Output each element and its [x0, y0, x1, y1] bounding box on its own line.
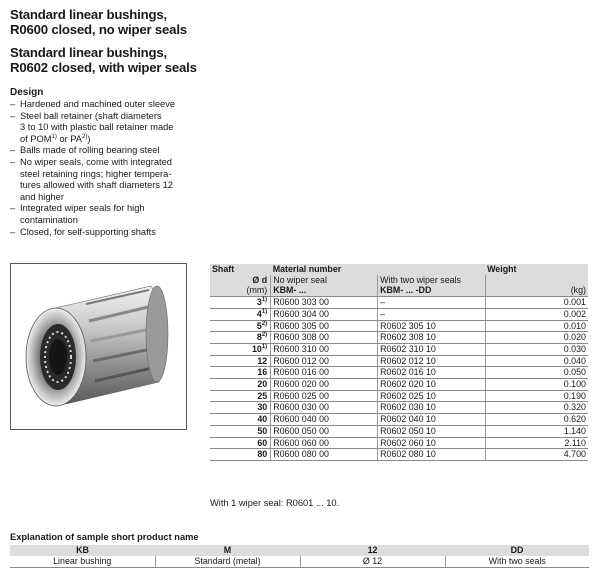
- material-two-wipers-cell: R0602 030 10: [378, 402, 485, 414]
- weight-cell: 0.100: [485, 379, 588, 391]
- shaft-diameter-cell: 12: [210, 355, 271, 367]
- design-title: Design: [10, 87, 44, 98]
- material-two-wipers-cell: R0602 040 10: [378, 414, 485, 426]
- weight-cell: 0.020: [485, 332, 588, 344]
- heading-r0602: [10, 46, 197, 75]
- explanation-meaning: Standard (metal): [155, 556, 300, 568]
- shaft-diameter-cell: 40: [210, 414, 271, 426]
- spec-row: [210, 367, 588, 379]
- material-no-wiper-cell: R0600 303 00: [271, 297, 378, 309]
- shaft-diameter-cell: 16: [210, 367, 271, 379]
- weight-cell: 0.010: [485, 320, 588, 332]
- material-two-wipers-cell: R0602 012 10: [378, 355, 485, 367]
- spec-row: [210, 425, 588, 437]
- material-no-wiper-cell: R0600 060 00: [271, 437, 378, 449]
- design-list: [10, 99, 195, 238]
- material-two-wipers-cell: R0602 050 10: [378, 425, 485, 437]
- explanation-meanings-row: [10, 556, 589, 568]
- explanation-code: DD: [445, 545, 589, 556]
- header-shaft: Shaft: [210, 264, 271, 275]
- design-item: – Steel ball retainer (shaft diameters 3 to 10 with plastic ball retainer made of POM$^{1)}$ or PA$^{2)}$): [10, 111, 195, 146]
- material-two-wipers-cell: –: [378, 308, 485, 320]
- spec-row: [210, 449, 588, 461]
- spec-header-row-2: [210, 275, 588, 286]
- material-two-wipers-cell: R0602 080 10: [378, 449, 485, 461]
- spec-row: [210, 355, 588, 367]
- shaft-diameter-cell: 30: [210, 402, 271, 414]
- spec-table: [210, 264, 588, 461]
- heading-r0600: [10, 8, 187, 37]
- heading-r0602-line2: R0602 closed, with wiper seals: [10, 59, 197, 75]
- explanation-meaning: With two seals: [445, 556, 589, 568]
- material-no-wiper-cell: R0600 080 00: [271, 449, 378, 461]
- weight-cell: 0.002: [485, 308, 588, 320]
- material-no-wiper-cell: R0600 012 00: [271, 355, 378, 367]
- explanation-code: 12: [300, 545, 445, 556]
- spec-body: [210, 297, 588, 461]
- weight-cell: 0.620: [485, 414, 588, 426]
- heading-r0600-line1: Standard linear bushings,: [10, 7, 167, 22]
- shaft-diameter-cell: 80: [210, 449, 271, 461]
- material-no-wiper-cell: R0600 310 00: [271, 343, 378, 355]
- shaft-diameter-cell: 3$^{1)}$: [210, 297, 271, 309]
- weight-cell: 4.700: [485, 449, 588, 461]
- spec-header-row-1: [210, 264, 588, 275]
- explanation-table: [10, 545, 589, 568]
- design-item: – Closed, for self-supporting shafts: [10, 227, 195, 239]
- header-weight: Weight: [485, 264, 588, 275]
- weight-cell: 2.110: [485, 437, 588, 449]
- header-mm: (mm): [210, 285, 271, 296]
- header-with-two-wiper-seals: With two wiper seals: [378, 275, 485, 286]
- material-no-wiper-cell: R0600 308 00: [271, 332, 378, 344]
- spec-row: [210, 414, 588, 426]
- spec-row: [210, 379, 588, 391]
- spec-row: [210, 343, 588, 355]
- shaft-diameter-cell: 25: [210, 390, 271, 402]
- spec-header-row-3: [210, 285, 588, 296]
- material-two-wipers-cell: –: [378, 297, 485, 309]
- material-no-wiper-cell: R0600 304 00: [271, 308, 378, 320]
- header-no-wiper-seal: No wiper seal: [271, 275, 378, 286]
- linear-bushing-photo: [10, 263, 187, 430]
- shaft-diameter-cell: 5$^{2)}$: [210, 320, 271, 332]
- material-no-wiper-cell: R0600 016 00: [271, 367, 378, 379]
- header-material-number: Material number: [271, 264, 485, 275]
- weight-cell: 0.190: [485, 390, 588, 402]
- material-no-wiper-cell: R0600 030 00: [271, 402, 378, 414]
- linear-bushing-illustration: [11, 264, 186, 429]
- wiper-seal-note: With 1 wiper seal: R0601 ... 10.: [210, 498, 340, 508]
- shaft-diameter-cell: 60: [210, 437, 271, 449]
- shaft-diameter-cell: 8$^{2)}$: [210, 332, 271, 344]
- explanation-meaning: Ø 12: [300, 556, 445, 568]
- spec-row: [210, 297, 588, 309]
- design-item: – No wiper seals, come with integrated steel retaining rings; higher tempera- tures allowed with shaft diameters 12 and higher: [10, 157, 195, 203]
- design-item: – Hardened and machined outer sleeve: [10, 99, 195, 111]
- heading-r0600-line2: R0600 closed, no wiper seals: [10, 21, 187, 37]
- material-two-wipers-cell: R0602 016 10: [378, 367, 485, 379]
- explanation-code: M: [155, 545, 300, 556]
- spec-row: [210, 437, 588, 449]
- spec-row: [210, 390, 588, 402]
- header-kbm: KBM- ...: [271, 285, 378, 296]
- spec-row: [210, 332, 588, 344]
- explanation-code: KB: [10, 545, 155, 556]
- shaft-diameter-cell: 20: [210, 379, 271, 391]
- weight-cell: 1.140: [485, 425, 588, 437]
- spec-row: [210, 308, 588, 320]
- design-item: – Integrated wiper seals for high contamination: [10, 203, 195, 226]
- heading-r0602-line1: Standard linear bushings,: [10, 45, 167, 60]
- spec-row: [210, 320, 588, 332]
- header-kg: (kg): [485, 285, 588, 296]
- explanation-title: Explanation of sample short product name: [10, 532, 199, 542]
- weight-cell: 0.320: [485, 402, 588, 414]
- material-two-wipers-cell: R0602 310 10: [378, 343, 485, 355]
- weight-cell: 0.001: [485, 297, 588, 309]
- material-no-wiper-cell: R0600 305 00: [271, 320, 378, 332]
- header-kbm-dd: KBM- ... -DD: [378, 285, 485, 296]
- explanation-meaning: Linear bushing: [10, 556, 155, 568]
- material-two-wipers-cell: R0602 025 10: [378, 390, 485, 402]
- header-dia: Ø d: [210, 275, 271, 286]
- weight-cell: 0.030: [485, 343, 588, 355]
- material-two-wipers-cell: R0602 060 10: [378, 437, 485, 449]
- material-no-wiper-cell: R0600 020 00: [271, 379, 378, 391]
- material-no-wiper-cell: R0600 050 00: [271, 425, 378, 437]
- material-two-wipers-cell: R0602 305 10: [378, 320, 485, 332]
- weight-cell: 0.040: [485, 355, 588, 367]
- explanation-codes-row: [10, 545, 589, 556]
- spec-row: [210, 402, 588, 414]
- shaft-diameter-cell: 50: [210, 425, 271, 437]
- shaft-diameter-cell: 10$^{1)}$: [210, 343, 271, 355]
- weight-cell: 0.050: [485, 367, 588, 379]
- material-no-wiper-cell: R0600 040 00: [271, 414, 378, 426]
- design-item: – Balls made of rolling bearing steel: [10, 145, 195, 157]
- material-two-wipers-cell: R0602 020 10: [378, 379, 485, 391]
- material-two-wipers-cell: R0602 308 10: [378, 332, 485, 344]
- material-no-wiper-cell: R0600 025 00: [271, 390, 378, 402]
- shaft-diameter-cell: 4$^{1)}$: [210, 308, 271, 320]
